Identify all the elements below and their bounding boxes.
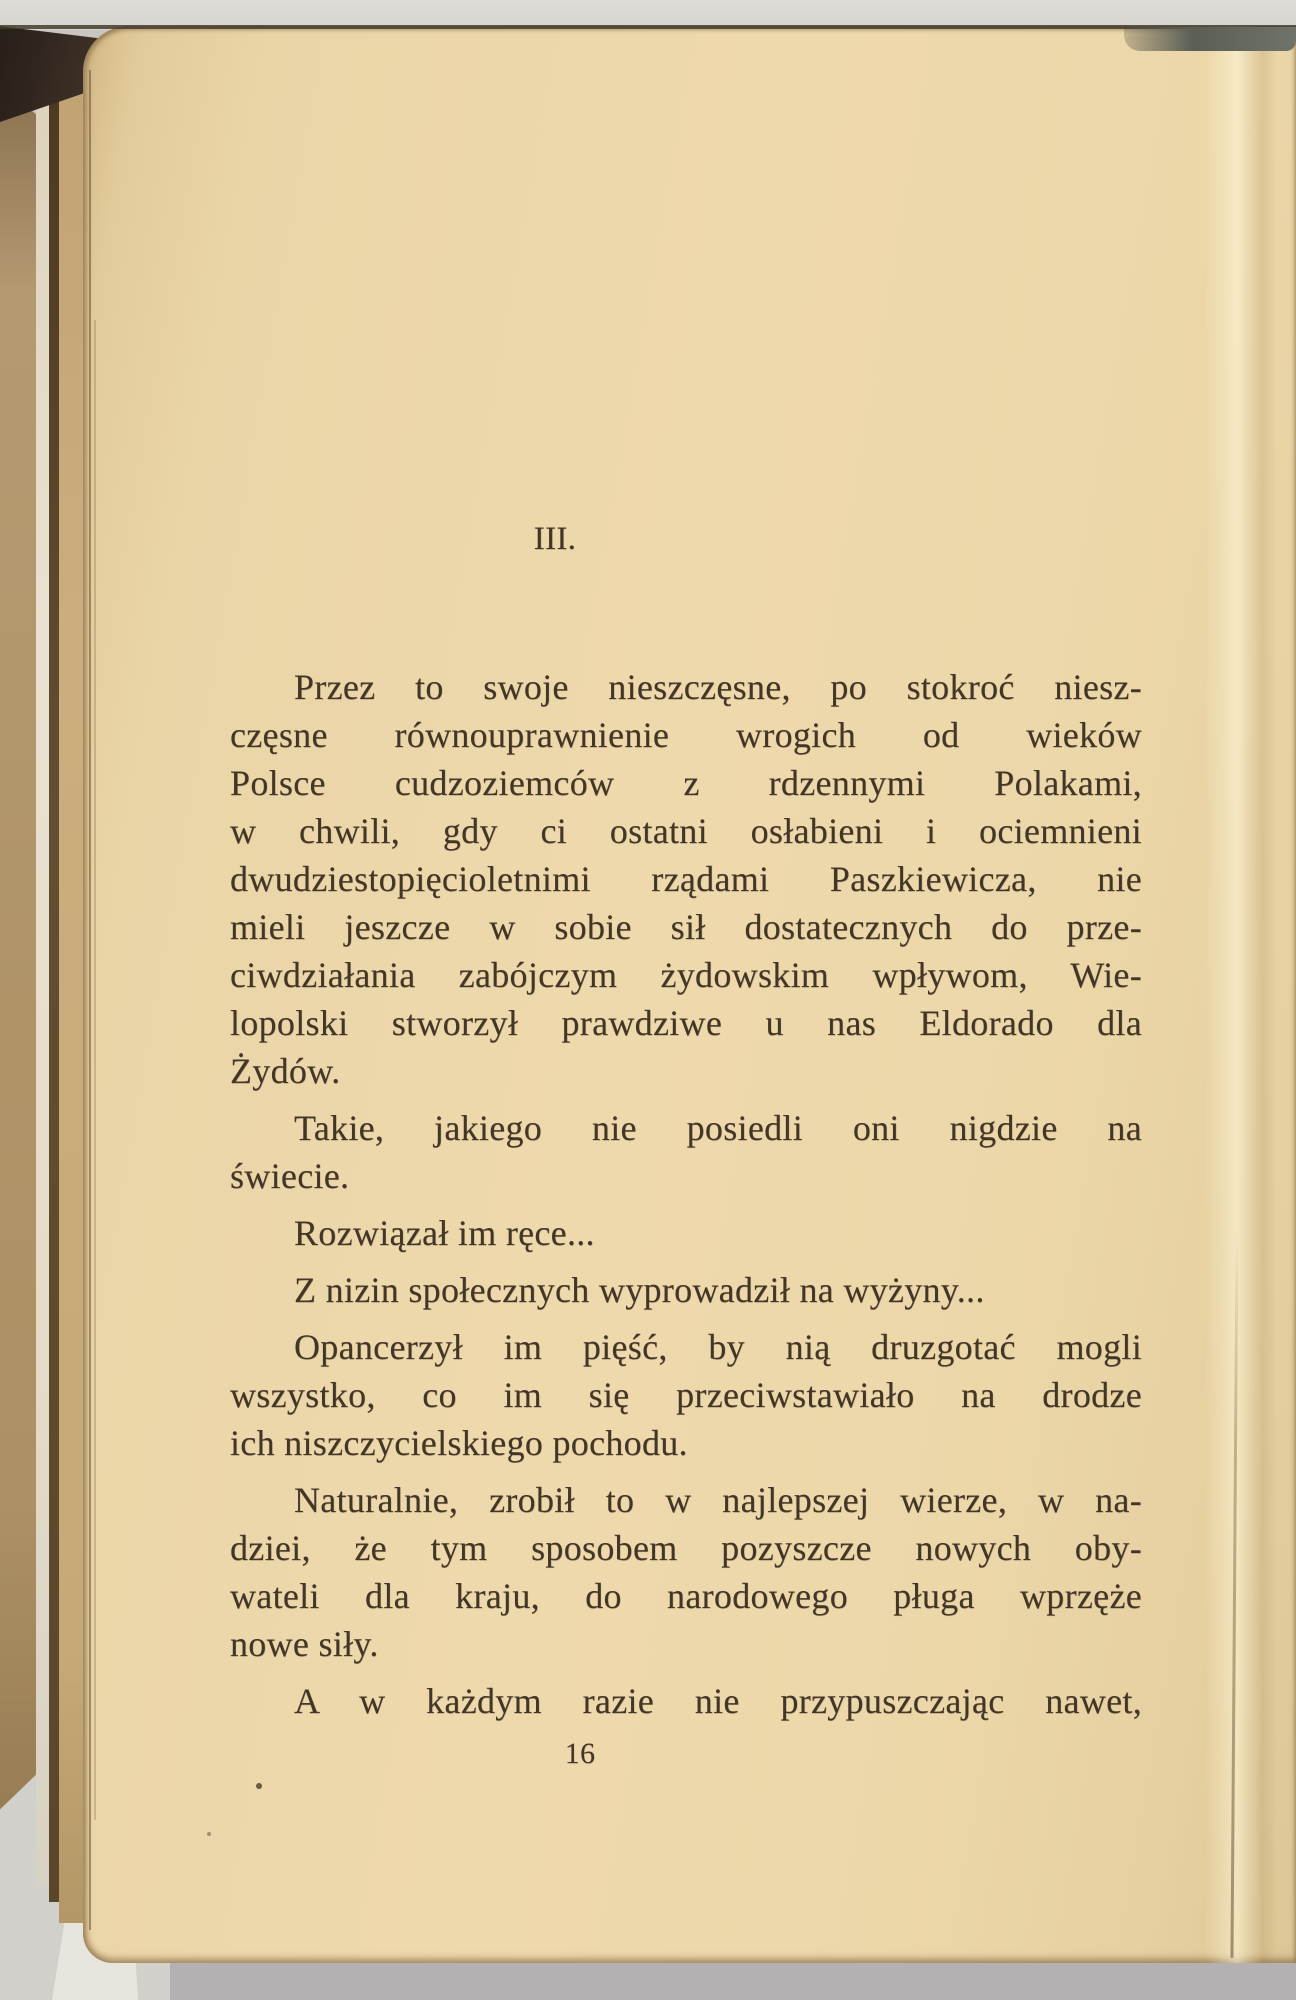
- scanner-background-bottom: [0, 1958, 1296, 2000]
- text-line: A w każdym razie nie przypuszczając nawet,: [294, 1681, 1142, 1721]
- text-line: ich niszczycielskiego pochodu.: [230, 1423, 688, 1463]
- text-line: mieli jeszcze w sobie sił dostatecznych do prze-: [230, 907, 1142, 947]
- text-line: lopolski stworzył prawdziwe u nas Eldorado dla: [230, 1003, 1142, 1043]
- ink-speck: [207, 1832, 211, 1836]
- paragraph: [230, 1209, 1142, 1257]
- paper-highlight: [1205, 26, 1277, 1963]
- page-top-edge-line: [0, 25, 1296, 29]
- paragraph: [230, 1677, 1142, 1725]
- page-edge-shadow: [49, 90, 59, 1902]
- text-line: wateli dla kraju, do narodowego pługa wprzęże: [230, 1576, 1142, 1616]
- page-number: 16: [564, 1737, 596, 1770]
- page-fold-line: [89, 70, 91, 1930]
- paragraph: [230, 1104, 1142, 1200]
- paragraph: [230, 1323, 1142, 1467]
- paragraph: [230, 1266, 1142, 1314]
- text-line: nowe siły.: [230, 1624, 379, 1664]
- page-edge-white: [36, 95, 49, 1885]
- text-line: świecie.: [230, 1156, 350, 1196]
- text-line: w chwili, gdy ci ostatni osłabieni i ociemnieni: [230, 811, 1142, 851]
- paragraph: [230, 1476, 1142, 1668]
- paragraph: [230, 663, 1142, 1095]
- text-line: Opancerzył im pięść, by nią druzgotać mogli: [294, 1327, 1142, 1367]
- text-line: dziei, że tym sposobem pozyszcze nowych oby-: [230, 1528, 1142, 1568]
- text-line: Przez to swoje nieszczęsne, po stokroć niesz-: [294, 667, 1142, 707]
- page-top-shadow-notch: [1124, 27, 1296, 51]
- text-line: dwudziestopięcioletnimi rządami Paszkiewicza, nie: [230, 859, 1142, 899]
- page-edge-tan: [59, 85, 83, 1923]
- text-line: częsne równouprawnienie wrogich od wieków: [230, 715, 1142, 755]
- text-line: Naturalnie, zrobił to w najlepszej wierze, w na-: [294, 1480, 1142, 1520]
- text-line: ciwdziałania zabójczym żydowskim wpływom, Wie-: [230, 955, 1142, 995]
- text-line: Z nizin społecznych wyprowadził na wyżyny...: [294, 1270, 985, 1310]
- chapter-heading: III.: [533, 521, 577, 557]
- text-line: Żydów.: [230, 1051, 341, 1091]
- page-fold-line-2: [94, 320, 96, 1820]
- text-line: wszystko, co im się przeciwstawiało na drodze: [230, 1375, 1142, 1415]
- text-line: Takie, jakiego nie posiedli oni nigdzie na: [294, 1108, 1142, 1148]
- ink-speck: [256, 1783, 262, 1789]
- text-line: Rozwiązał im ręce...: [294, 1213, 595, 1253]
- book-cover-edge: [0, 88, 36, 1818]
- body-text: [230, 663, 1142, 1734]
- text-line: Polsce cudzoziemców z rdzennymi Polakami,: [230, 763, 1142, 803]
